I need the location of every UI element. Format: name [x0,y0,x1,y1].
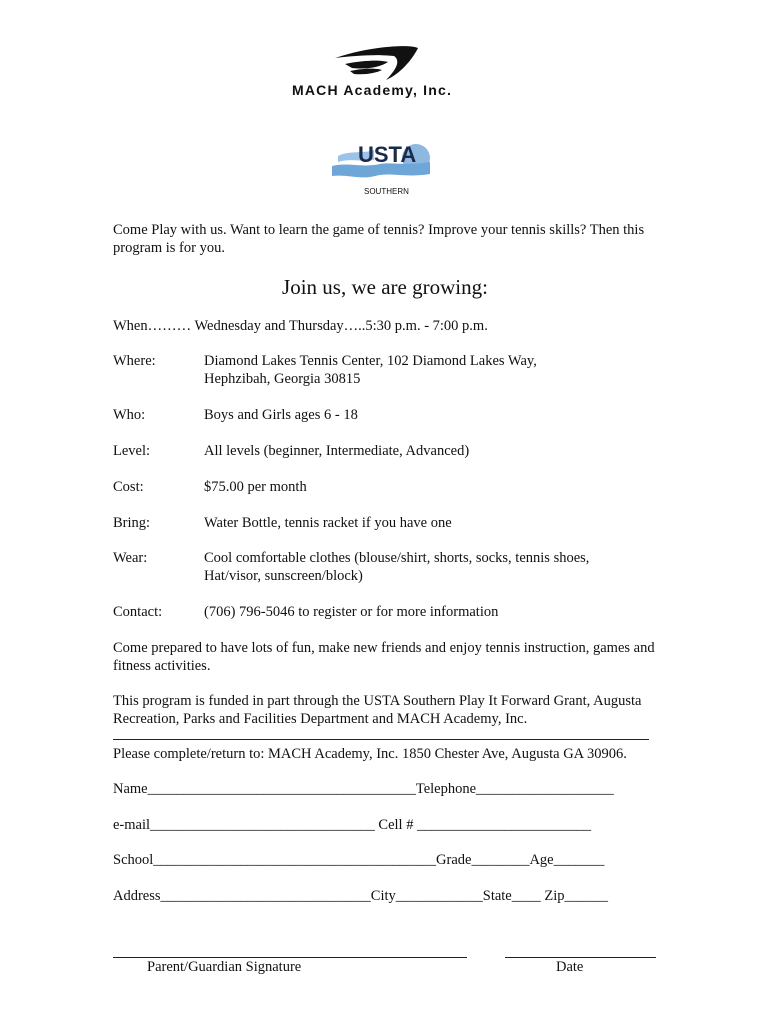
wear-value: Cool comfortable clothes (blouse/shirt, shorts, socks, tennis shoes, [204,550,590,566]
name-telephone-field[interactable]: Name_____________________________________Telephone___________________ [113,781,614,797]
school-grade-age-field[interactable]: School_______________________________________Grade________Age_______ [113,852,605,868]
bring-label: Bring: [113,515,151,531]
cost-value: $75.00 per month [204,479,307,495]
where-label: Where: [113,353,156,369]
level-label: Level: [113,443,151,459]
funding-paragraph: This program is funded in part through the USTA Southern Play It Forward Grant, Augusta Recreation, Parks and Facilities Department and MACH Academy, Inc. [113,693,642,727]
wear-value-2: Hat/visor, sunscreen/block) [204,568,363,584]
intro-text: Come Play with us. Want to learn the game of tennis? Improve your tennis skills? Then this program is for you. [113,222,645,256]
email-cell-field[interactable]: e-mail_______________________________ Cell # ________________________ [113,817,592,833]
who-value: Boys and Girls ages 6 - 18 [204,407,358,423]
cost-label: Cost: [113,479,144,495]
date-line[interactable] [505,957,656,958]
return-address: Please complete/return to: MACH Academy, Inc. 1850 Chester Ave, Augusta GA 30906. [113,746,627,762]
who-label: Who: [113,407,146,423]
address-city-state-zip-field[interactable]: Address_____________________________City____________State____ Zip______ [113,888,609,904]
contact-value: (706) 796-5046 to register or for more information [204,604,499,620]
contact-label: Contact: [113,604,163,620]
date-label: Date [556,959,584,975]
page-heading: Join us, we are growing: [282,275,488,299]
parent-signature-label: Parent/Guardian Signature [147,959,302,975]
when-line: When……… Wednesday and Thursday…..5:30 p.m. - 7:00 p.m. [113,318,488,334]
usta-southern-logo [330,136,435,198]
where-value-2: Hephzibah, Georgia 30815 [204,371,361,387]
usta-sub-text: SOUTHERN [364,187,409,196]
fun-paragraph: Come prepared to have lots of fun, make new friends and enjoy tennis instruction, games and fitness activities. [113,640,655,674]
wear-label: Wear: [113,550,148,566]
usta-text: USTA [358,142,417,167]
signature-line[interactable] [113,957,467,958]
company-name: MACH Academy, Inc. [292,82,453,98]
bring-value: Water Bottle, tennis racket if you have one [204,515,452,531]
where-value: Diamond Lakes Tennis Center, 102 Diamond Lakes Way, [204,353,537,369]
level-value: All levels (beginner, Intermediate, Advanced) [204,443,470,459]
divider [113,739,649,740]
